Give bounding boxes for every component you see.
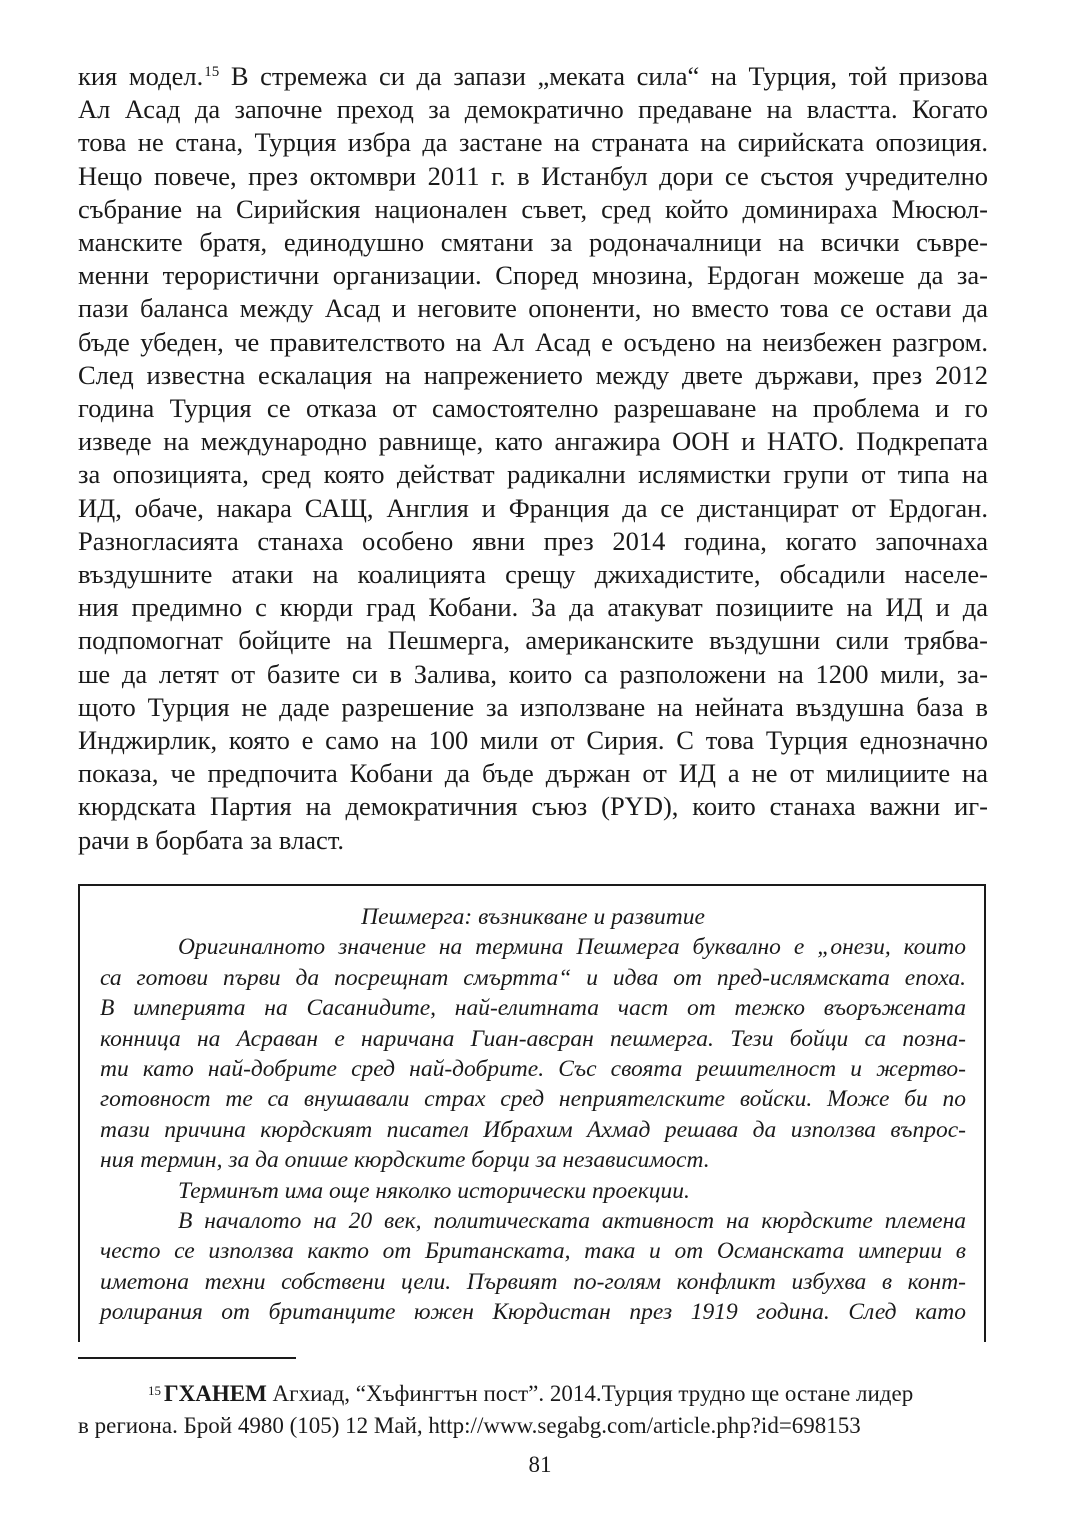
body-line: показа, че предпочита Кобани да бъде държан от ИД а не от милициите на bbox=[78, 758, 988, 789]
body-line: това не стана, Турция избра да застане на страната на сирийската опозиция. bbox=[78, 127, 988, 158]
body-line: ше да летят от базите си в Залива, които са разположени на 1200 мили, за- bbox=[78, 658, 988, 689]
body-line: манските братя, единодушно смятани за родоначалници на всички съвре- bbox=[78, 227, 988, 258]
body-line: пази баланса между Асад и неговите опоненти, но вместо това се остави да bbox=[78, 293, 988, 324]
body-line bbox=[78, 60, 988, 93]
body-line: щото Турция не даде разрешение за използване на нейната въздушна база в bbox=[78, 691, 988, 722]
body-line: След известна ескалация на напрежението между двете държави, през 2012 bbox=[78, 359, 988, 390]
footnote-15 bbox=[78, 1378, 990, 1442]
box-line: често се използва както от Британската, така и от Османската империи в bbox=[100, 1238, 966, 1265]
body-line: бъде убеден, че правителството на Ал Асад е осъдено на неизбежен разгром. bbox=[78, 326, 988, 357]
body-line: Инджирлик, която е само на 100 мили от Сирия. С това Турция еднозначно bbox=[78, 725, 988, 756]
footnote-line[interactable]: в региона. Брой 4980 (105) 12 Май, http://www.segabg.com/article.php?id=698153 bbox=[78, 1413, 861, 1438]
body-line: подпомогнат бойците на Пешмерга, американските въздушни сили трябва- bbox=[78, 625, 988, 656]
main-body-text bbox=[78, 60, 988, 857]
body-line: за опозицията, сред която действат радикални ислямистки групи от типа на bbox=[78, 459, 988, 490]
box-line: В началото на 20 век, политическата активност на кюрдските племена bbox=[178, 1208, 966, 1235]
footnote-author: ГХАНЕМ bbox=[164, 1381, 267, 1406]
body-line: Ал Асад да започне преход за демократично предаване на властта. Когато bbox=[78, 94, 988, 125]
box-line: готовност те са внушавали страх сред неприятелските войски. Може би по bbox=[100, 1086, 966, 1113]
body-line-end: В стремежа си да запази „меката сила“ на Турция, той призова bbox=[219, 61, 988, 91]
box-line: ния термин, за да опише кюрдските борци за независимост. bbox=[100, 1147, 710, 1174]
box-line: са готови първи да посрещнат смъртта“ и идва от пред-ислямската епоха. bbox=[100, 964, 966, 991]
box-line: тази причина кюрдският писател Ибрахим Ахмад решава да използва въпрос- bbox=[100, 1116, 966, 1143]
body-line: Нещо повече, през октомври 2011 г. в Истанбул дори се състоя учредително bbox=[78, 160, 988, 191]
sidebar-box-peshmerga bbox=[78, 884, 986, 1342]
footnote-separator bbox=[78, 1357, 296, 1359]
body-line: събрание на Сирийския национален съвет, сред който доминираха Мюсюл- bbox=[78, 193, 988, 224]
body-line: кюрдската Партия на демократичния съюз (PYD), които станаха важни иг- bbox=[78, 791, 988, 822]
box-line: конница на Асраван е наричана Гиан-авсран пешмерга. Тези бойци са позна- bbox=[100, 1025, 966, 1052]
body-line: Разногласията станаха особено явни през 2014 година, когато започнаха bbox=[78, 525, 988, 556]
box-line: иметона техни собствени цели. Първият по-голям конфликт избухва в конт- bbox=[100, 1268, 966, 1295]
box-line: Терминът има още няколко исторически проекции. bbox=[178, 1177, 690, 1204]
page-number: 81 bbox=[528, 1452, 552, 1477]
box-line: В империята на Сасанидите, най-елитната част от тежко въоръжената bbox=[100, 995, 966, 1022]
body-line: рачи в борбата за власт. bbox=[78, 824, 345, 855]
body-line: ИД, обаче, накара САЩ, Англия и Франция да се дистанцират от Ердоган. bbox=[78, 492, 988, 523]
body-line: въздушните атаки на коалицията срещу джихадистите, обсадили населе- bbox=[78, 559, 988, 590]
footnote-line bbox=[78, 1378, 990, 1410]
body-line-start: кия модел. bbox=[78, 61, 204, 91]
box-line: ролирания от британците южен Кюрдистан през 1919 година. След като bbox=[100, 1299, 966, 1326]
footnote-reference[interactable]: 15 bbox=[204, 64, 220, 80]
body-line: година Турция се отказа от самостоятелно разрешаване на проблема и го bbox=[78, 393, 988, 424]
box-line: Оригиналното значение на термина Пешмерга буквално е „онези, които bbox=[178, 934, 966, 961]
sidebar-box-text bbox=[100, 902, 966, 1328]
box-line: ти като най-добрите сред най-добрите. Със своята решителност и жертво- bbox=[100, 1056, 966, 1083]
footnote-citation: Агхиад, “Хъфингтън пост”. 2014.Турция трудно ще остане лидер bbox=[266, 1381, 914, 1406]
body-line: ния предимно с кюрди град Кобани. За да атакуват позициите на ИД и да bbox=[78, 592, 988, 623]
sidebar-box-title: Пешмерга: възникване и развитие bbox=[361, 904, 705, 930]
body-line: изведе на международно равнище, като ангажира ООН и НАТО. Подкрепата bbox=[78, 426, 988, 457]
footnote-number: 15 bbox=[148, 1383, 161, 1398]
body-line: менни терористични организации. Според мнозина, Ердоган можеше да за- bbox=[78, 260, 988, 291]
